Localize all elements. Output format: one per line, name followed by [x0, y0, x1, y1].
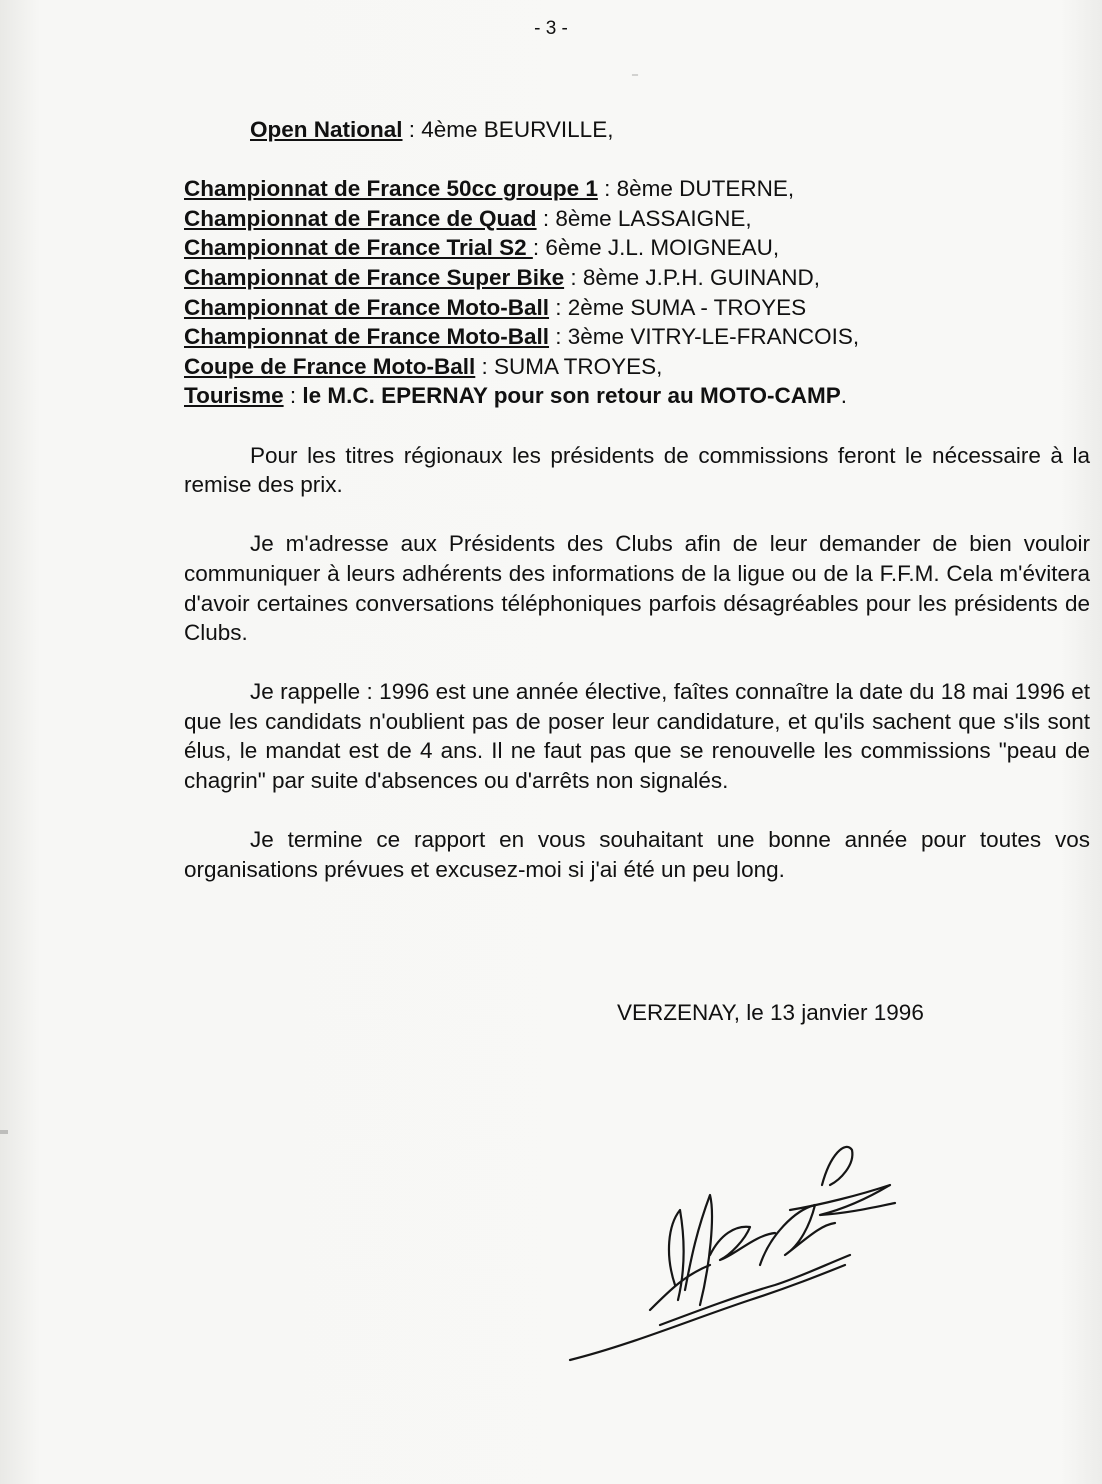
- paragraph-closing: [184, 825, 1090, 884]
- paragraph-text: Je m'adresse aux Présidents des Clubs afin de leur demander de bien vouloir communiquer à leurs adhérents des informations de la ligue ou de la F.F.M. Cela m'évitera d'avoir certaines conversations téléphoniques parfois désagréables pour les présidents de Clubs.: [184, 531, 1090, 646]
- open-national-line: [184, 115, 1090, 145]
- paragraph-text: Je rappelle : 1996 est une année élective, faîtes connaître la date du 18 mai 1996 et que les candidats n'oublient pas de poser leur candidature, et qu'ils sachent que s'ils sont élus, le mandat est de 4 ans. Il ne faut pas que se renouvelle les commissions "peau de chagrin" par suite d'absences ou d'arrêts non signalés.: [184, 679, 1090, 794]
- open-national-value: : 4ème BEURVILLE,: [402, 117, 614, 142]
- paragraph-election: [184, 677, 1090, 795]
- championship-item: [184, 174, 1090, 204]
- championship-item: [184, 322, 1090, 352]
- championship-list: [184, 174, 1090, 411]
- championship-label: Championnat de France de Quad: [184, 205, 537, 231]
- tourisme-label: Tourisme: [184, 383, 284, 409]
- paragraph-regional-titles: [184, 441, 1090, 500]
- paragraph-club-presidents: [184, 529, 1090, 647]
- tourisme-end: .: [840, 383, 848, 409]
- championship-item: [184, 352, 1090, 382]
- championship-result: : 3ème VITRY-LE-FRANCOIS,: [549, 324, 860, 350]
- championship-item: [184, 263, 1090, 293]
- paragraph-text: Pour les titres régionaux les présidents de commissions feront le nécessaire à la remise des prix.: [184, 442, 1090, 498]
- handwritten-signature: [560, 1115, 900, 1365]
- championship-label: Coupe de France Moto-Ball: [184, 353, 476, 379]
- scan-mark: [0, 1130, 8, 1134]
- championship-item: [184, 233, 1090, 263]
- championship-result: : SUMA TROYES,: [475, 353, 663, 379]
- championship-label: Championnat de France Moto-Ball: [184, 324, 550, 350]
- championship-result: : 8ème LASSAIGNE,: [536, 205, 752, 231]
- championship-label: Championnat de France 50cc groupe 1: [184, 176, 598, 202]
- tourisme-sep: :: [283, 383, 303, 409]
- championship-item: [184, 293, 1090, 323]
- championship-result: : 6ème J.L. MOIGNEAU,: [532, 235, 780, 261]
- championship-item: [184, 204, 1090, 234]
- open-national-label: Open National: [250, 117, 403, 142]
- tourisme-line: [184, 381, 1090, 411]
- championship-label: Championnat de France Super Bike: [184, 264, 565, 290]
- report-body: [184, 115, 1090, 884]
- tourisme-value: le M.C. EPERNAY pour son retour au MOTO-CAMP: [302, 383, 841, 409]
- championship-label: Championnat de France Trial S2: [184, 235, 533, 261]
- page-number: - 3 -: [534, 18, 568, 39]
- place-date: VERZENAY, le 13 janvier 1996: [617, 1000, 924, 1025]
- championship-result: : 8ème J.P.H. GUINAND,: [564, 264, 820, 290]
- championship-label: Championnat de France Moto-Ball: [184, 294, 550, 320]
- paragraph-text: Je termine ce rapport en vous souhaitant une bonne année pour toutes vos organisations prévues et excusez-moi si j'ai été un peu long.: [184, 827, 1090, 882]
- championship-result: : 8ème DUTERNE,: [597, 176, 795, 202]
- championship-result: : 2ème SUMA - TROYES: [549, 294, 807, 320]
